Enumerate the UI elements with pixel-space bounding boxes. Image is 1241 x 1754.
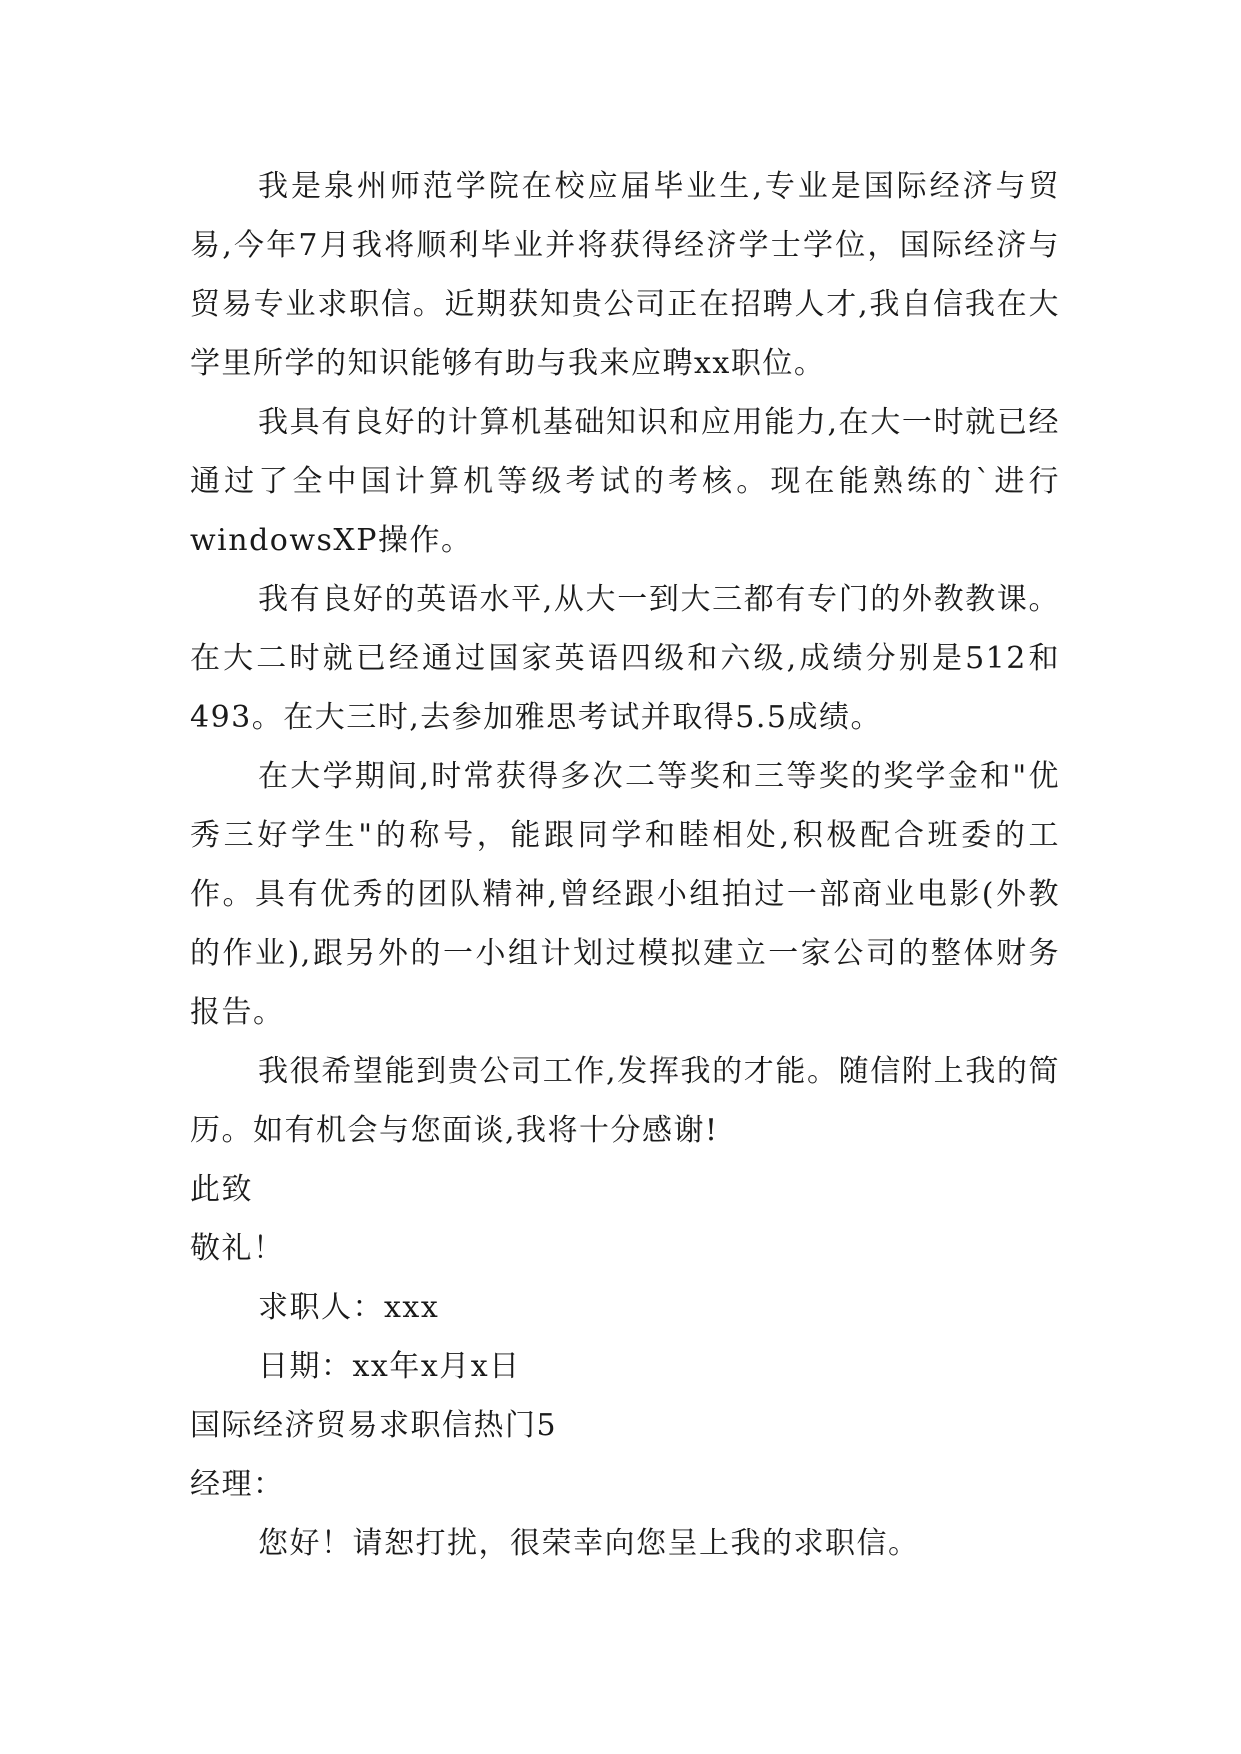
- applicant-signature: 求职人：xxx: [258, 1290, 440, 1325]
- paragraph-computer-skills: 我具有良好的计算机基础知识和应用能力,在大一时就已经通过了全中国计算机等级考试的考核。现在能熟练的`进行windowsXP操作。: [190, 405, 1060, 558]
- salutation: 经理：: [190, 1467, 285, 1502]
- greeting: 您好！请恕打扰，很荣幸向您呈上我的求职信。: [258, 1526, 920, 1561]
- closing-line-1: 此致: [190, 1172, 253, 1207]
- paragraph-english-skills: 我有良好的英语水平,从大一到大三都有专门的外教教课。在大二时就已经通过国家英语四级和六级,成绩分别是512和493。在大三时,去参加雅思考试并取得5.5成绩。: [190, 582, 1060, 735]
- next-letter-title: 国际经济贸易求职信热门5: [190, 1408, 558, 1443]
- paragraph-intro: 我是泉州师范学院在校应届毕业生,专业是国际经济与贸易,今年7月我将顺利毕业并将获得经济学士学位，国际经济与贸易专业求职信。近期获知贵公司正在招聘人才,我自信我在大学里所学的知识能够有助与我来应聘xx职位。: [190, 169, 1060, 381]
- closing-line-2: 敬礼！: [190, 1231, 285, 1266]
- paragraph-achievements: 在大学期间,时常获得多次二等奖和三等奖的奖学金和"优秀三好学生"的称号，能跟同学和睦相处,积极配合班委的工作。具有优秀的团队精神,曾经跟小组拍过一部商业电影(外教的作业),跟另外的一小组计划过模拟建立一家公司的整体财务报告。: [190, 759, 1060, 1030]
- paragraph-closing-request: 我很希望能到贵公司工作,发挥我的才能。随信附上我的简历。如有机会与您面谈,我将十分感谢!: [190, 1054, 1060, 1148]
- letter-date: 日期：xx年x月x日: [258, 1349, 521, 1384]
- document-body: [190, 157, 1060, 1573]
